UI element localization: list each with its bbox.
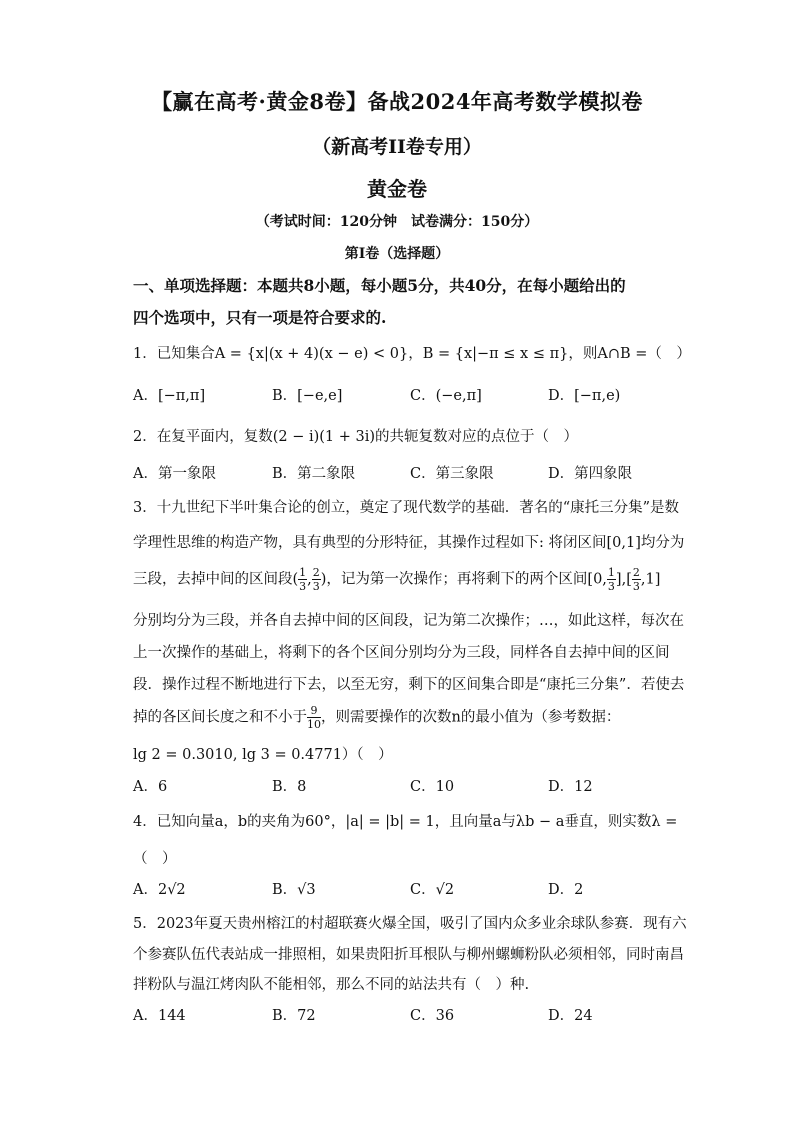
option-c[interactable]: C．36	[410, 1008, 455, 1024]
option-a[interactable]: A．144	[133, 1008, 186, 1024]
page-subtitle: （新高考II卷专用）	[312, 136, 482, 158]
option-d[interactable]: D．[−π,e)	[548, 388, 621, 404]
option-b[interactable]: B．72	[272, 1008, 316, 1024]
question-1-options	[133, 384, 673, 404]
option-a[interactable]: A．[−π,π]	[133, 388, 206, 404]
option-b[interactable]: B．√3	[272, 882, 316, 898]
option-c[interactable]: C．10	[410, 779, 455, 795]
question-5-line3: 拌粉队与温江烤肉队不能相邻，那么不同的站法共有（ ）种.	[133, 977, 530, 993]
question-3-line6: 段．操作过程不断地进行下去，以至无穷，剩下的区间集合即是“康托三分集”．若使去	[133, 677, 685, 693]
section-heading-line2: 四个选项中，只有一项是符合要求的.	[133, 308, 387, 327]
question-3-line2: 学理性思维的构造产物，具有典型的分形特征，其操作过程如下: 将闭区间[0,1]均分为	[133, 535, 685, 551]
fraction-two-thirds: $\frac{2}{3}$	[312, 566, 320, 593]
question-4-options	[133, 878, 673, 898]
fraction-two-thirds: $\frac{2}{3}$	[632, 566, 640, 593]
option-c[interactable]: C．√2	[410, 882, 455, 898]
question-2-options	[133, 462, 673, 482]
question-3-line8: lg 2 = 0.3010, lg 3 = 0.4771）（ ）	[133, 747, 393, 763]
question-3-line5: 上一次操作的基础上，将剩下的各个区间分别均分为三段，同样各自去掉中间的区间	[133, 645, 670, 661]
option-a[interactable]: A．6	[133, 779, 168, 795]
question-3-line4: 分别均分为三段，并各自去掉中间的区间段，记为第二次操作；…，如此这样，每次在	[133, 613, 684, 629]
question-3-options	[133, 775, 673, 795]
question-3-line1: 3．十九世纪下半叶集合论的创立，奠定了现代数学的基础．著名的“康托三分集”是数	[133, 500, 680, 516]
question-4-line2: （ ）	[133, 851, 177, 867]
question-1-stem: 1．已知集合A = {x|(x + 4)(x − e) < 0}，B = {x|−π ≤ x ≤ π}，则A∩B =（ ）	[133, 346, 691, 362]
question-5-line1: 5．2023年夏天贵州榕江的村超联赛火爆全国，吸引了国内众多业余球队参赛．现有六	[133, 916, 687, 932]
option-a[interactable]: A．2√2	[133, 882, 186, 898]
option-c[interactable]: C．(−e,π]	[410, 388, 482, 404]
fraction-nine-tenths: $\frac{9}{10}$	[307, 704, 321, 731]
section-heading-line1: 一、单项选择题：本题共8小题，每小题5分，共40分，在每小题给出的	[133, 276, 626, 295]
option-b[interactable]: B．[−e,e]	[272, 388, 343, 404]
option-c[interactable]: C．第三象限	[410, 466, 494, 482]
question-2-stem: 2．在复平面内，复数(2 − i)(1 + 3i)的共轭复数对应的点位于（ ）	[133, 429, 579, 445]
question-5-line2: 个参赛队伍代表站成一排照相，如果贵阳折耳根队与柳州螺蛳粉队必须相邻，同时南昌	[133, 947, 684, 963]
option-a[interactable]: A．第一象限	[133, 466, 216, 482]
question-4-line1: 4．已知向量a，b的夹角为60°，|a| = |b| = 1，且向量a与λb − a垂直，则实数λ =	[133, 814, 678, 830]
option-d[interactable]: D．24	[548, 1008, 593, 1024]
part-title: 第I卷（选择题）	[344, 246, 450, 262]
option-d[interactable]: D．第四象限	[548, 466, 633, 482]
option-b[interactable]: B．8	[272, 779, 307, 795]
question-5-options	[133, 1004, 673, 1024]
option-d[interactable]: D．12	[548, 779, 593, 795]
option-b[interactable]: B．第二象限	[272, 466, 356, 482]
option-d[interactable]: D．2	[548, 882, 584, 898]
fraction-one-third: $\frac{1}{3}$	[299, 566, 307, 593]
question-3-line7: 掉的各区间长度之和不小于 $\frac{9}{10}$ ，则需要操作的次数n的最小值为（参考数据：	[133, 704, 621, 731]
question-3-line3: 三段，去掉中间的区间段( $\frac{1}{3}$ , $\frac{2}{3}$ )，记为第一次操作；再将剩下的两个区间[0, $\frac{1}{3}$ ],[ $\frac{2}{3}$ ,1]	[133, 566, 661, 593]
volume-title: 黄金卷	[367, 177, 427, 201]
fraction-one-third: $\frac{1}{3}$	[607, 566, 615, 593]
page-title: 【赢在高考·黄金8卷】备战2024年高考数学模拟卷	[151, 89, 643, 114]
exam-info: （考试时间：120分钟 试卷满分：150分）	[255, 214, 539, 230]
